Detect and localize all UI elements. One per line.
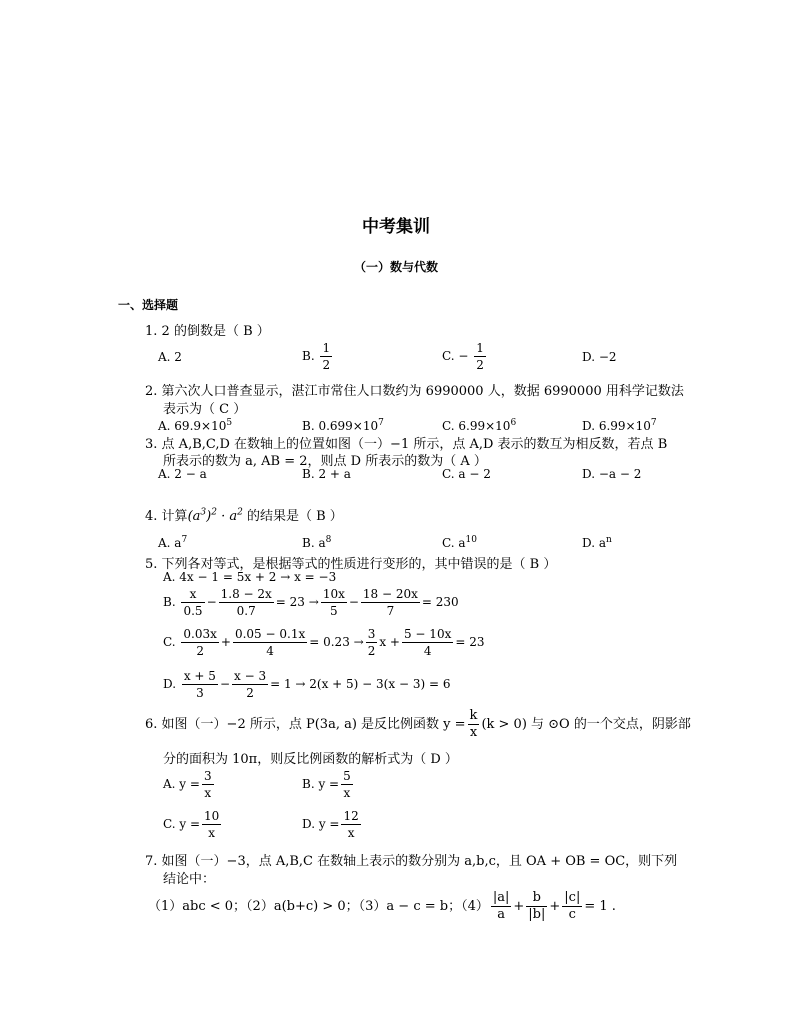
option-text: B. 0.699×10 bbox=[302, 419, 379, 433]
option-c bbox=[442, 535, 477, 550]
numerator: 10x bbox=[322, 587, 345, 601]
fraction bbox=[366, 626, 378, 659]
numerator: k bbox=[469, 708, 478, 723]
option-c bbox=[442, 340, 488, 373]
question-6 bbox=[145, 708, 691, 741]
question-1 bbox=[145, 320, 270, 339]
option-text: D. 6.99×10 bbox=[582, 419, 651, 433]
denominator: a bbox=[497, 907, 505, 922]
fraction bbox=[321, 586, 347, 619]
question-text: 2 的倒数是（ B ） bbox=[161, 324, 270, 339]
numerator: 5 − 10x bbox=[403, 627, 452, 641]
operator: − bbox=[348, 595, 359, 609]
operator: x + bbox=[379, 635, 400, 649]
question-text-cont: 结论中： bbox=[163, 872, 216, 887]
section-heading: 一、选择题 bbox=[118, 298, 179, 312]
option-text: A. y = bbox=[163, 777, 200, 791]
numerator: 0.03x bbox=[183, 627, 217, 641]
fraction bbox=[562, 890, 582, 923]
option-text: A. 69.9×10 bbox=[158, 419, 227, 433]
page-title: 中考集训 bbox=[362, 217, 430, 237]
operator: + bbox=[513, 899, 525, 914]
denominator: 2 bbox=[476, 358, 484, 372]
option-text: B. a bbox=[302, 536, 326, 550]
option-b: B. 2 + a bbox=[302, 467, 351, 481]
option-c bbox=[163, 626, 484, 659]
numerator: 3 bbox=[367, 627, 376, 641]
operator: = 0.23 → bbox=[309, 635, 364, 649]
question-number: 4. bbox=[145, 509, 158, 524]
exponent: 8 bbox=[325, 535, 332, 545]
option-text: D. a bbox=[582, 536, 606, 550]
denominator: 4 bbox=[423, 644, 432, 658]
expr-base: (a bbox=[187, 509, 201, 524]
fraction bbox=[402, 626, 453, 659]
fraction bbox=[181, 586, 204, 619]
option-d: D. −a − 2 bbox=[582, 467, 642, 481]
operator: − bbox=[219, 677, 230, 691]
fraction bbox=[233, 626, 307, 659]
question-number: 3. bbox=[145, 437, 158, 452]
denominator: 0.5 bbox=[183, 604, 203, 618]
operator: + bbox=[220, 635, 231, 649]
option-a: A. 2 − a bbox=[158, 467, 207, 481]
denominator: 4 bbox=[266, 644, 274, 658]
option-text: C. a bbox=[442, 536, 466, 550]
denominator: 7 bbox=[386, 604, 395, 618]
numerator: b bbox=[526, 890, 547, 907]
exponent: 7 bbox=[181, 535, 188, 545]
denominator: 0.7 bbox=[236, 604, 256, 618]
numerator: |c| bbox=[564, 890, 581, 905]
option-label: B. bbox=[302, 349, 315, 363]
denominator: 2 bbox=[246, 686, 254, 700]
option-b bbox=[302, 768, 355, 801]
fraction bbox=[491, 890, 512, 923]
option-text: C. 6.99×10 bbox=[442, 419, 511, 433]
exponent: 5 bbox=[226, 418, 233, 428]
fraction bbox=[341, 768, 353, 801]
question-7 bbox=[145, 850, 677, 869]
numerator: |a| bbox=[492, 890, 510, 905]
operator: + bbox=[549, 899, 561, 914]
numerator: 18 − 20x bbox=[362, 587, 418, 601]
fraction bbox=[474, 340, 486, 373]
question-text: 下列各对等式，是根据等式的性质进行变形的，其中错误的是（ B ） bbox=[161, 557, 557, 572]
option-label: B. bbox=[163, 595, 176, 609]
option-b bbox=[163, 586, 459, 619]
expr-close: ) bbox=[206, 509, 212, 524]
operator: = 23 bbox=[455, 635, 485, 649]
numerator: 3 bbox=[203, 769, 212, 783]
operator: = 23 → bbox=[275, 595, 319, 609]
operator: − bbox=[206, 595, 217, 609]
operator: = 230 bbox=[421, 595, 459, 609]
numerator: 1 bbox=[476, 341, 484, 355]
fraction bbox=[232, 668, 268, 701]
denominator: x bbox=[204, 786, 212, 800]
question-text: (k > 0) 与 ⊙O 的一个交点，阴影部 bbox=[481, 717, 691, 732]
question-number: 6. bbox=[145, 717, 158, 732]
exponent: 3 bbox=[200, 507, 207, 518]
question-text-cont: 表示为（ C ） bbox=[163, 402, 247, 417]
option-a bbox=[158, 535, 187, 550]
option-d: D. −2 bbox=[582, 350, 617, 364]
question-text: 计算 bbox=[161, 509, 188, 524]
numerator: x + 5 bbox=[183, 669, 216, 683]
operator: = 1 . bbox=[584, 899, 616, 914]
numerator: 1.8 − 2x bbox=[220, 587, 272, 601]
option-label: D. bbox=[163, 677, 177, 691]
denominator: 2 bbox=[367, 644, 376, 658]
denominator: 3 bbox=[196, 686, 204, 700]
numerator: 1 bbox=[322, 341, 331, 355]
exponent: 2 bbox=[237, 507, 243, 518]
exponent: 10 bbox=[465, 535, 477, 545]
denominator: x bbox=[469, 725, 478, 740]
numerator: 12 bbox=[343, 809, 359, 823]
question-text: 如图（一）−2 所示，点 P(3a, a) 是反比例函数 y = bbox=[161, 717, 466, 732]
fraction bbox=[181, 626, 219, 659]
expr-tail: · a bbox=[216, 509, 238, 524]
fraction bbox=[526, 890, 547, 923]
option-a bbox=[163, 768, 216, 801]
option-a: A. 4x − 1 = 5x + 2 → x = −3 bbox=[163, 570, 337, 584]
question-text: 如图（一）−3，点 A,B,C 在数轴上表示的数分别为 a,b,c，且 OA + OB = OC，则下列 bbox=[161, 854, 678, 869]
option-text: A. a bbox=[158, 536, 182, 550]
option-c bbox=[442, 418, 516, 433]
option-text: D. y = bbox=[302, 817, 340, 831]
question-number: 1. bbox=[145, 324, 158, 339]
fraction bbox=[202, 808, 221, 841]
denominator: c bbox=[568, 907, 576, 922]
option-a: A. 2 bbox=[158, 350, 182, 364]
exponent: 6 bbox=[510, 418, 517, 428]
option-d bbox=[302, 808, 363, 841]
question-number: 7. bbox=[145, 854, 158, 869]
numerator: 5 bbox=[343, 769, 351, 783]
numerator: x bbox=[181, 586, 204, 603]
question-text: 的结果是（ B ） bbox=[242, 509, 343, 524]
exponent: 2 bbox=[211, 507, 217, 518]
conclusion-text: （1）abc < 0；（2）a(b+c) > 0；（3）a − c = b；（4） bbox=[148, 899, 489, 914]
option-c bbox=[163, 808, 223, 841]
page-subtitle: （一）数与代数 bbox=[354, 260, 439, 274]
fraction bbox=[182, 668, 218, 701]
fraction bbox=[320, 340, 332, 373]
question-number: 2. bbox=[145, 384, 158, 399]
option-b bbox=[302, 340, 334, 373]
question-number: 5. bbox=[145, 557, 158, 572]
operator: = 1 → 2(x + 5) − 3(x − 3) = 6 bbox=[270, 677, 451, 691]
exponent: 7 bbox=[378, 418, 384, 428]
denominator: x bbox=[208, 826, 216, 840]
question-2 bbox=[145, 380, 684, 399]
numerator: 10 bbox=[204, 809, 220, 823]
fraction bbox=[341, 808, 360, 841]
question-text: 点 A,B,C,D 在数轴上的位置如图（一）−1 所示，点 A,D 表示的数互为相反数，若点 B bbox=[161, 437, 668, 452]
numerator: 0.05 − 0.1x bbox=[234, 627, 306, 641]
fraction bbox=[361, 586, 420, 619]
option-b bbox=[302, 535, 331, 550]
denominator: x bbox=[343, 786, 351, 800]
denominator: x bbox=[347, 826, 355, 840]
fraction bbox=[468, 708, 480, 741]
option-d bbox=[582, 535, 612, 550]
option-text: C. y = bbox=[163, 817, 201, 831]
fraction bbox=[219, 586, 274, 619]
option-b bbox=[302, 418, 384, 433]
fraction bbox=[202, 768, 214, 801]
math-expression bbox=[188, 509, 243, 524]
option-c: C. a − 2 bbox=[442, 467, 491, 481]
exponent: n bbox=[605, 535, 612, 545]
denominator: 2 bbox=[196, 644, 204, 658]
option-label: C. bbox=[163, 635, 176, 649]
question-text: 第六次人口普查显示，湛江市常住人口数约为 6990000 人，数据 6990000 用科学记数法 bbox=[161, 384, 684, 399]
option-label: C. − bbox=[442, 349, 469, 363]
question-text-cont: 所表示的数为 a, AB = 2，则点 D 所表示的数为（ A ） bbox=[163, 454, 487, 469]
option-text: B. y = bbox=[302, 777, 340, 791]
denominator: |b| bbox=[528, 907, 546, 922]
denominator: 5 bbox=[330, 604, 338, 618]
option-a bbox=[158, 418, 232, 433]
numerator: x − 3 bbox=[234, 669, 267, 683]
question-4 bbox=[145, 505, 343, 524]
option-d bbox=[163, 668, 450, 701]
exponent: 7 bbox=[650, 418, 657, 428]
denominator: 2 bbox=[322, 358, 331, 372]
question-text-cont: 分的面积为 10π，则反比例函数的解析式为（ D ） bbox=[163, 752, 458, 767]
question-conclusions bbox=[148, 890, 616, 923]
option-d bbox=[582, 418, 657, 433]
